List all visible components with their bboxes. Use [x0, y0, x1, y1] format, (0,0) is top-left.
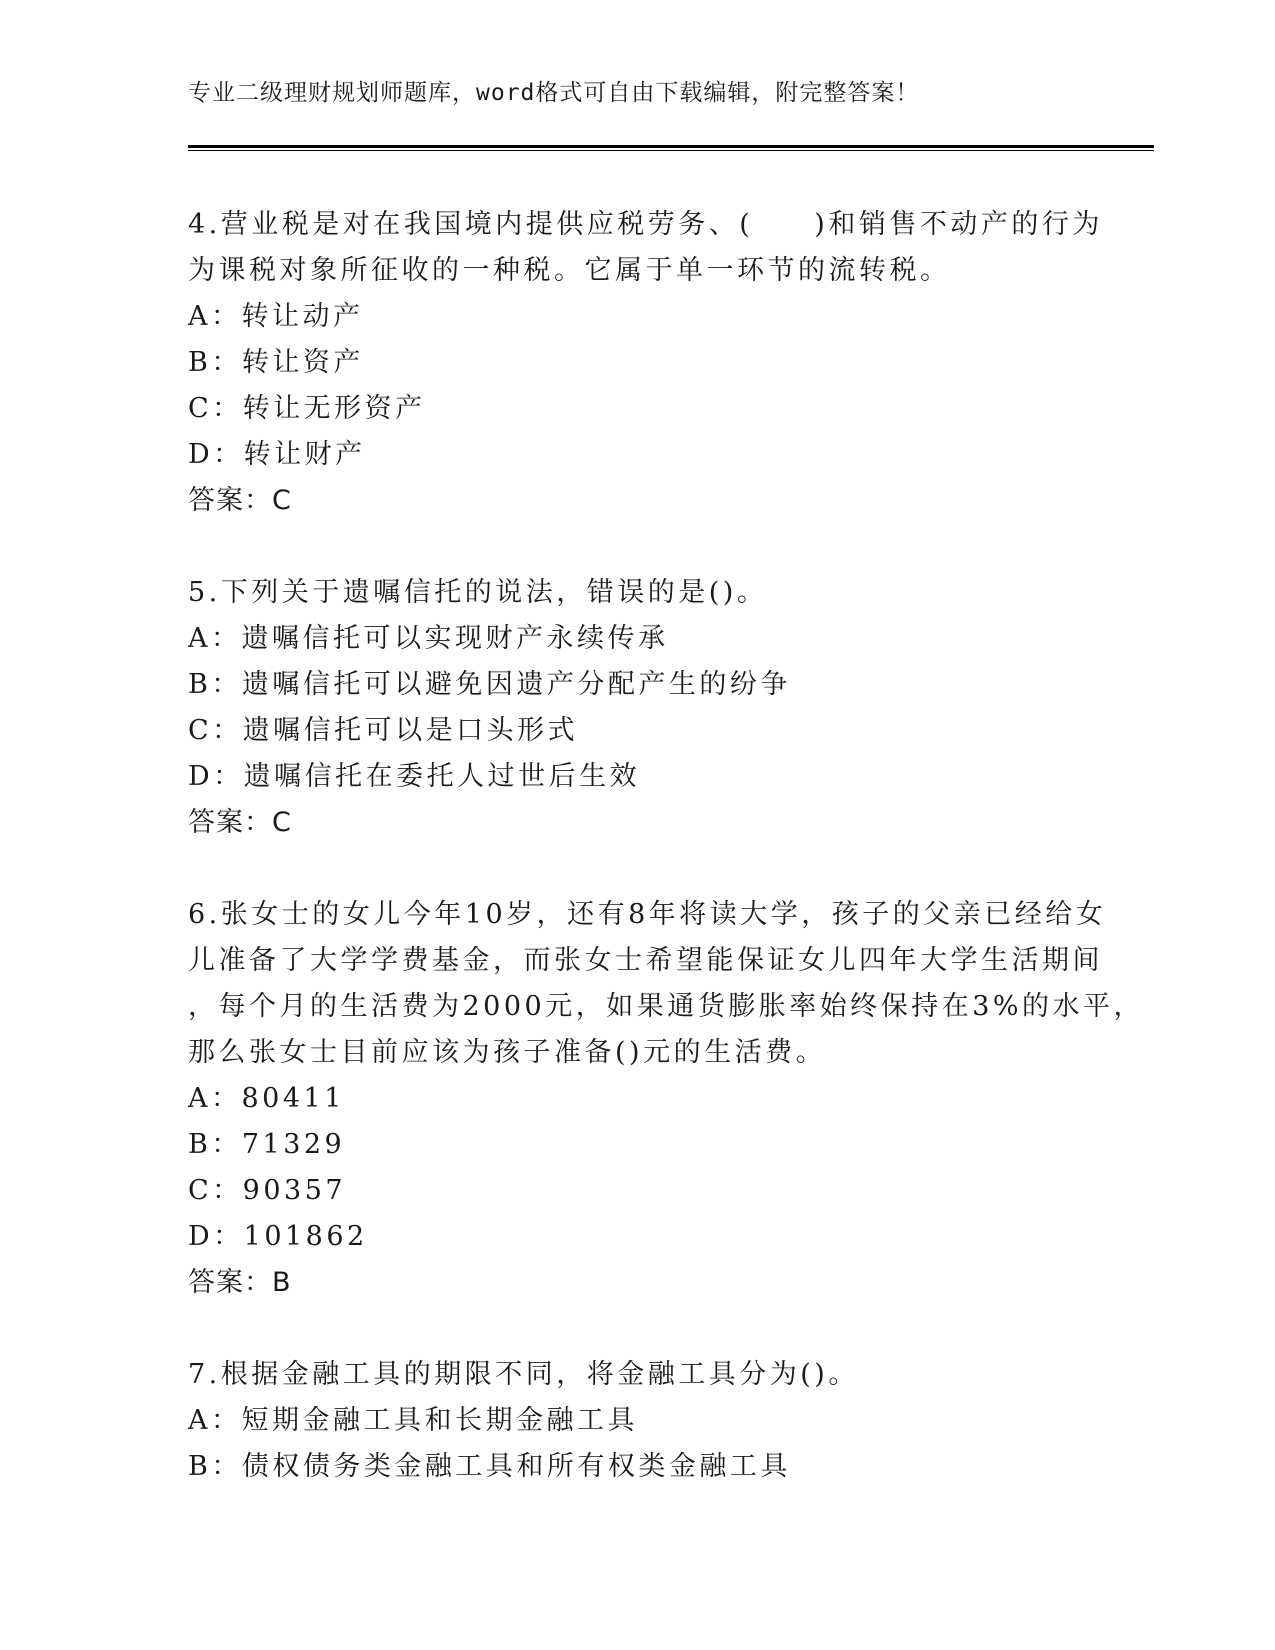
option-b: B：71329: [188, 1129, 346, 1160]
option-a: A：80411: [188, 1083, 345, 1114]
question-list: [188, 202, 1145, 1536]
option-d: D：遗嘱信托在委托人过世后生效: [188, 761, 641, 792]
question-text-line: 6.张女士的女儿今年10岁，还有8年将读大学，孩子的父亲已经给女: [188, 899, 1107, 930]
question-5: [188, 570, 1088, 846]
option-c: C：遗嘱信托可以是口头形式: [188, 715, 579, 746]
option-c: C：转让无形资产: [188, 393, 426, 424]
option-b: B：债权债务类金融工具和所有权类金融工具: [188, 1451, 791, 1482]
question-text-line: ，每个月的生活费为2000元，如果通货膨胀率始终保持在3%的水平，: [188, 991, 1145, 1022]
question-text-line: 5.下列关于遗嘱信托的说法，错误的是()。: [188, 577, 768, 608]
answer: 答案：B: [188, 1267, 292, 1298]
option-a: A：遗嘱信托可以实现财产永续传承: [188, 623, 669, 654]
page-header: 专业二级理财规划师题库，word格式可自由下载编辑，附完整答案！: [188, 80, 920, 106]
option-b: B：转让资产: [188, 347, 364, 378]
question-text-line: 4.营业税是对在我国境内提供应税劳务、( )和销售不动产的行为: [188, 209, 1103, 240]
option-b: B：遗嘱信托可以避免因遗产分配产生的纷争: [188, 669, 791, 700]
header-rule-thin: [188, 150, 1154, 151]
header-rule-thick: [188, 145, 1154, 148]
option-c: C：90357: [188, 1175, 347, 1206]
answer: 答案：C: [188, 807, 292, 838]
option-a: A：短期金融工具和长期金融工具: [188, 1405, 638, 1436]
question-text-line: 那么张女士目前应该为孩子准备()元的生活费。: [188, 1037, 827, 1068]
answer: 答案：C: [188, 485, 292, 516]
option-d: D：101862: [188, 1221, 368, 1252]
question-7: [188, 1352, 1088, 1490]
question-text-line: 为课税对象所征收的一种税。它属于单一环节的流转税。: [188, 255, 951, 286]
option-d: D：转让财产: [188, 439, 366, 470]
question-6: [188, 892, 1145, 1306]
option-a: A：转让动产: [188, 301, 364, 332]
question-4: [188, 202, 1103, 524]
question-text-line: 7.根据金融工具的期限不同，将金融工具分为()。: [188, 1359, 859, 1390]
question-text-line: 儿准备了大学学费基金，而张女士希望能保证女儿四年大学生活期间: [188, 945, 1103, 976]
